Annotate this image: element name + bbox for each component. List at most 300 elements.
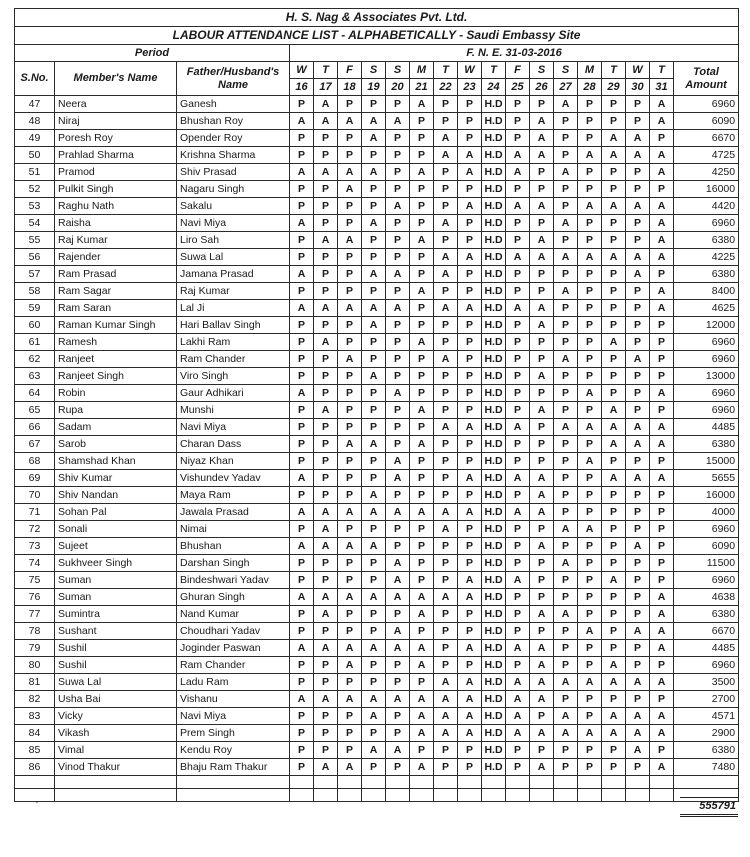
attendance-cell: A	[578, 198, 602, 215]
attendance-cell: A	[530, 402, 554, 419]
member-name: Usha Bai	[55, 691, 177, 708]
attendance-cell: H.D	[482, 657, 506, 674]
attendance-cell: P	[506, 351, 530, 368]
table-row	[15, 538, 739, 555]
member-name: Vikash	[55, 725, 177, 742]
attendance-cell: P	[290, 436, 314, 453]
attendance-cell: P	[434, 402, 458, 419]
father-name: Liro Sah	[177, 232, 290, 249]
attendance-cell: A	[506, 300, 530, 317]
attendance-cell: P	[602, 589, 626, 606]
serial-number: 77	[15, 606, 55, 623]
day-header: T	[482, 62, 506, 79]
attendance-cell: A	[506, 249, 530, 266]
attendance-cell: P	[626, 657, 650, 674]
father-name: Gaur Adhikari	[177, 385, 290, 402]
attendance-cell: P	[506, 181, 530, 198]
attendance-cell: A	[506, 419, 530, 436]
member-name: Sohan Pal	[55, 504, 177, 521]
attendance-cell: A	[362, 300, 386, 317]
attendance-cell: A	[458, 504, 482, 521]
father-name: Ram Chander	[177, 351, 290, 368]
attendance-cell: P	[506, 521, 530, 538]
attendance-cell: A	[554, 674, 578, 691]
member-name: Sonali	[55, 521, 177, 538]
attendance-cell: P	[626, 402, 650, 419]
attendance-cell: P	[410, 147, 434, 164]
attendance-cell: P	[290, 606, 314, 623]
attendance-cell: P	[290, 572, 314, 589]
day-header: S	[362, 62, 386, 79]
attendance-cell: P	[434, 283, 458, 300]
father-name: Nagaru Singh	[177, 181, 290, 198]
serial-number: 74	[15, 555, 55, 572]
attendance-cell: A	[626, 538, 650, 555]
father-name: Prem Singh	[177, 725, 290, 742]
attendance-cell: H.D	[482, 623, 506, 640]
attendance-cell: P	[386, 436, 410, 453]
attendance-cell: P	[626, 283, 650, 300]
attendance-cell: A	[554, 283, 578, 300]
attendance-cell: P	[626, 691, 650, 708]
blank-cell	[177, 789, 290, 802]
day-header: F	[338, 62, 362, 79]
attendance-cell: P	[410, 742, 434, 759]
table-row	[15, 266, 739, 283]
father-name: Vishanu	[177, 691, 290, 708]
member-name: Sumintra	[55, 606, 177, 623]
attendance-cell: P	[626, 181, 650, 198]
blank-cell	[386, 789, 410, 802]
attendance-cell: A	[386, 572, 410, 589]
amount-cell: 6380	[674, 436, 739, 453]
attendance-cell: P	[554, 232, 578, 249]
attendance-cell: P	[650, 555, 674, 572]
serial-number: 80	[15, 657, 55, 674]
amount-cell: 13000	[674, 368, 739, 385]
attendance-cell: P	[434, 623, 458, 640]
attendance-cell: P	[290, 453, 314, 470]
attendance-cell: P	[386, 130, 410, 147]
attendance-cell: A	[410, 436, 434, 453]
margin-mark: '	[36, 800, 38, 811]
attendance-cell: P	[410, 317, 434, 334]
attendance-cell: A	[506, 640, 530, 657]
attendance-cell: P	[290, 334, 314, 351]
sno-header: S.No.	[15, 62, 55, 96]
attendance-cell: A	[314, 300, 338, 317]
attendance-cell: P	[602, 453, 626, 470]
attendance-cell: P	[626, 334, 650, 351]
table-row	[15, 368, 739, 385]
attendance-cell: A	[650, 708, 674, 725]
attendance-cell: P	[290, 198, 314, 215]
attendance-cell: H.D	[482, 351, 506, 368]
attendance-cell: P	[434, 436, 458, 453]
attendance-cell: A	[602, 334, 626, 351]
attendance-cell: A	[314, 334, 338, 351]
attendance-cell: P	[434, 181, 458, 198]
attendance-cell: A	[578, 623, 602, 640]
attendance-cell: P	[578, 589, 602, 606]
member-name: Pulkit Singh	[55, 181, 177, 198]
attendance-cell: A	[626, 130, 650, 147]
attendance-cell: P	[554, 300, 578, 317]
attendance-cell: P	[578, 640, 602, 657]
attendance-cell: P	[626, 453, 650, 470]
attendance-cell: A	[386, 691, 410, 708]
attendance-cell: A	[554, 249, 578, 266]
attendance-cell: A	[506, 572, 530, 589]
attendance-cell: H.D	[482, 708, 506, 725]
blank-cell	[338, 789, 362, 802]
date-header: 17	[314, 79, 338, 96]
attendance-cell: P	[338, 623, 362, 640]
attendance-cell: A	[530, 198, 554, 215]
member-name: Sushant	[55, 623, 177, 640]
attendance-cell: P	[578, 283, 602, 300]
attendance-cell: P	[506, 113, 530, 130]
attendance-cell: P	[338, 198, 362, 215]
attendance-cell: P	[410, 266, 434, 283]
attendance-cell: P	[338, 266, 362, 283]
attendance-cell: P	[410, 215, 434, 232]
attendance-cell: A	[602, 436, 626, 453]
attendance-cell: P	[578, 759, 602, 776]
attendance-cell: P	[338, 708, 362, 725]
attendance-cell: P	[458, 402, 482, 419]
attendance-cell: P	[554, 385, 578, 402]
attendance-cell: P	[458, 266, 482, 283]
date-header: 16	[290, 79, 314, 96]
table-row	[15, 334, 739, 351]
attendance-cell: P	[458, 130, 482, 147]
attendance-cell: P	[578, 691, 602, 708]
attendance-cell: A	[530, 249, 554, 266]
attendance-cell: P	[290, 555, 314, 572]
table-row	[15, 300, 739, 317]
attendance-cell: P	[554, 368, 578, 385]
attendance-cell: A	[530, 130, 554, 147]
attendance-cell: P	[314, 453, 338, 470]
attendance-cell: P	[290, 419, 314, 436]
attendance-cell: H.D	[482, 147, 506, 164]
attendance-cell: P	[578, 351, 602, 368]
attendance-cell: A	[602, 708, 626, 725]
attendance-cell: P	[458, 334, 482, 351]
attendance-cell: A	[314, 164, 338, 181]
attendance-cell: H.D	[482, 249, 506, 266]
day-header: S	[554, 62, 578, 79]
attendance-cell: P	[650, 572, 674, 589]
attendance-cell: P	[314, 147, 338, 164]
table-row	[15, 555, 739, 572]
attendance-cell: P	[314, 436, 338, 453]
attendance-cell: P	[338, 385, 362, 402]
attendance-cell: P	[386, 164, 410, 181]
attendance-cell: A	[410, 691, 434, 708]
attendance-cell: A	[434, 249, 458, 266]
attendance-cell: P	[386, 351, 410, 368]
attendance-cell: A	[626, 249, 650, 266]
attendance-cell: P	[530, 436, 554, 453]
attendance-cell: A	[290, 385, 314, 402]
attendance-cell: A	[458, 198, 482, 215]
father-name: Bhaju Ram Thakur	[177, 759, 290, 776]
father-name: Opender Roy	[177, 130, 290, 147]
attendance-cell: H.D	[482, 181, 506, 198]
attendance-cell: A	[578, 725, 602, 742]
attendance-cell: P	[338, 453, 362, 470]
attendance-cell: P	[602, 232, 626, 249]
attendance-cell: A	[650, 198, 674, 215]
amount-cell: 6960	[674, 657, 739, 674]
serial-number: 82	[15, 691, 55, 708]
attendance-cell: A	[362, 691, 386, 708]
attendance-cell: P	[506, 385, 530, 402]
attendance-cell: A	[338, 232, 362, 249]
attendance-cell: P	[578, 266, 602, 283]
attendance-cell: P	[530, 453, 554, 470]
attendance-cell: A	[506, 504, 530, 521]
attendance-cell: P	[554, 640, 578, 657]
attendance-cell: A	[410, 589, 434, 606]
amount-cell: 16000	[674, 487, 739, 504]
blank-cell	[290, 776, 314, 789]
attendance-cell: A	[338, 657, 362, 674]
attendance-cell: P	[362, 402, 386, 419]
table-row	[15, 453, 739, 470]
attendance-cell: P	[578, 113, 602, 130]
amount-cell: 16000	[674, 181, 739, 198]
attendance-cell: P	[290, 759, 314, 776]
attendance-cell: P	[602, 283, 626, 300]
attendance-cell: P	[362, 606, 386, 623]
attendance-cell: P	[506, 589, 530, 606]
father-name: Navi Miya	[177, 419, 290, 436]
attendance-cell: A	[530, 538, 554, 555]
attendance-cell: P	[650, 266, 674, 283]
attendance-cell: P	[410, 130, 434, 147]
attendance-cell: A	[314, 113, 338, 130]
serial-number: 78	[15, 623, 55, 640]
attendance-cell: A	[362, 436, 386, 453]
attendance-cell: A	[554, 521, 578, 538]
table-row	[15, 181, 739, 198]
attendance-cell: P	[554, 130, 578, 147]
blank-cell	[506, 776, 530, 789]
attendance-cell: P	[530, 215, 554, 232]
attendance-cell: P	[290, 674, 314, 691]
blank-cell	[482, 789, 506, 802]
father-name: Bhushan Roy	[177, 113, 290, 130]
attendance-cell: A	[290, 215, 314, 232]
date-header: 19	[362, 79, 386, 96]
blank-cell	[650, 789, 674, 802]
attendance-cell: P	[458, 113, 482, 130]
attendance-cell: A	[338, 504, 362, 521]
period-label: Period	[15, 45, 290, 62]
attendance-cell: A	[554, 351, 578, 368]
member-name: Raisha	[55, 215, 177, 232]
attendance-cell: A	[386, 623, 410, 640]
serial-number: 64	[15, 385, 55, 402]
attendance-cell: P	[338, 249, 362, 266]
attendance-cell: P	[650, 334, 674, 351]
attendance-cell: A	[602, 572, 626, 589]
attendance-cell: H.D	[482, 164, 506, 181]
attendance-cell: P	[362, 181, 386, 198]
attendance-cell: P	[338, 674, 362, 691]
serial-number: 70	[15, 487, 55, 504]
attendance-cell: A	[602, 419, 626, 436]
attendance-cell: P	[506, 487, 530, 504]
attendance-cell: P	[458, 96, 482, 113]
attendance-cell: P	[410, 487, 434, 504]
attendance-cell: P	[410, 623, 434, 640]
attendance-cell: P	[434, 368, 458, 385]
attendance-cell: P	[410, 674, 434, 691]
attendance-cell: P	[602, 504, 626, 521]
attendance-cell: A	[362, 215, 386, 232]
serial-number: 52	[15, 181, 55, 198]
serial-number: 48	[15, 113, 55, 130]
amount-cell: 6380	[674, 742, 739, 759]
attendance-cell: A	[650, 589, 674, 606]
member-name: Raghu Nath	[55, 198, 177, 215]
attendance-cell: A	[338, 164, 362, 181]
attendance-cell: P	[362, 572, 386, 589]
attendance-cell: P	[314, 198, 338, 215]
father-name: Nimai	[177, 521, 290, 538]
attendance-cell: H.D	[482, 504, 506, 521]
father-name: Raj Kumar	[177, 283, 290, 300]
attendance-cell: P	[410, 470, 434, 487]
date-header: 22	[434, 79, 458, 96]
attendance-cell: P	[506, 368, 530, 385]
attendance-cell: A	[578, 147, 602, 164]
amount-cell: 6090	[674, 538, 739, 555]
blank-cell	[674, 776, 739, 789]
attendance-cell: A	[386, 198, 410, 215]
attendance-cell: A	[626, 419, 650, 436]
attendance-cell: P	[458, 181, 482, 198]
attendance-cell: A	[458, 674, 482, 691]
attendance-cell: P	[578, 402, 602, 419]
attendance-cell: A	[458, 300, 482, 317]
member-name: Shiv Kumar	[55, 470, 177, 487]
amount-cell: 6960	[674, 521, 739, 538]
attendance-cell: P	[650, 538, 674, 555]
attendance-cell: P	[530, 572, 554, 589]
attendance-cell: P	[530, 589, 554, 606]
attendance-cell: A	[338, 691, 362, 708]
serial-number: 55	[15, 232, 55, 249]
attendance-cell: P	[578, 317, 602, 334]
attendance-cell: P	[554, 504, 578, 521]
attendance-cell: A	[410, 606, 434, 623]
attendance-cell: P	[434, 759, 458, 776]
attendance-cell: A	[290, 589, 314, 606]
father-name: Kendu Roy	[177, 742, 290, 759]
attendance-cell: A	[458, 708, 482, 725]
attendance-cell: H.D	[482, 198, 506, 215]
member-name-header: Member's Name	[55, 62, 177, 96]
member-name: Ranjeet Singh	[55, 368, 177, 385]
attendance-cell: A	[554, 606, 578, 623]
attendance-cell: A	[530, 606, 554, 623]
blank-cell	[626, 789, 650, 802]
attendance-cell: A	[362, 504, 386, 521]
table-row	[15, 198, 739, 215]
amount-cell: 4725	[674, 147, 739, 164]
member-name: Raj Kumar	[55, 232, 177, 249]
attendance-cell: A	[602, 402, 626, 419]
attendance-cell: A	[530, 113, 554, 130]
table-row	[15, 249, 739, 266]
attendance-cell: A	[338, 436, 362, 453]
attendance-cell: A	[530, 759, 554, 776]
attendance-cell: P	[434, 742, 458, 759]
attendance-cell: P	[458, 759, 482, 776]
amount-cell: 6960	[674, 572, 739, 589]
attendance-cell: A	[290, 164, 314, 181]
attendance-cell: P	[314, 351, 338, 368]
attendance-cell: H.D	[482, 521, 506, 538]
attendance-cell: P	[626, 521, 650, 538]
date-header: 29	[602, 79, 626, 96]
attendance-cell: A	[530, 504, 554, 521]
attendance-cell: P	[578, 606, 602, 623]
attendance-cell: A	[314, 538, 338, 555]
amount-cell: 15000	[674, 453, 739, 470]
day-header: M	[410, 62, 434, 79]
table-row	[15, 606, 739, 623]
attendance-cell: P	[650, 317, 674, 334]
attendance-cell: P	[458, 487, 482, 504]
day-header: T	[602, 62, 626, 79]
attendance-cell: A	[602, 674, 626, 691]
attendance-cell: A	[362, 130, 386, 147]
member-name: Rupa	[55, 402, 177, 419]
attendance-cell: P	[386, 181, 410, 198]
attendance-cell: H.D	[482, 487, 506, 504]
attendance-cell: P	[650, 487, 674, 504]
attendance-cell: P	[506, 623, 530, 640]
attendance-cell: P	[410, 351, 434, 368]
amount-cell: 6960	[674, 402, 739, 419]
blank-cell	[386, 776, 410, 789]
attendance-cell: P	[578, 215, 602, 232]
attendance-cell: A	[386, 640, 410, 657]
attendance-cell: P	[434, 385, 458, 402]
attendance-cell: P	[650, 453, 674, 470]
attendance-cell: H.D	[482, 385, 506, 402]
attendance-cell: P	[434, 487, 458, 504]
attendance-cell: A	[506, 147, 530, 164]
attendance-cell: P	[626, 215, 650, 232]
amount-cell: 4485	[674, 419, 739, 436]
father-name: Niyaz Khan	[177, 453, 290, 470]
attendance-cell: P	[458, 283, 482, 300]
date-header: 21	[410, 79, 434, 96]
serial-number: 60	[15, 317, 55, 334]
member-name: Sukhveer Singh	[55, 555, 177, 572]
attendance-cell: A	[650, 470, 674, 487]
attendance-cell: A	[314, 521, 338, 538]
serial-number: 75	[15, 572, 55, 589]
attendance-cell: P	[290, 232, 314, 249]
